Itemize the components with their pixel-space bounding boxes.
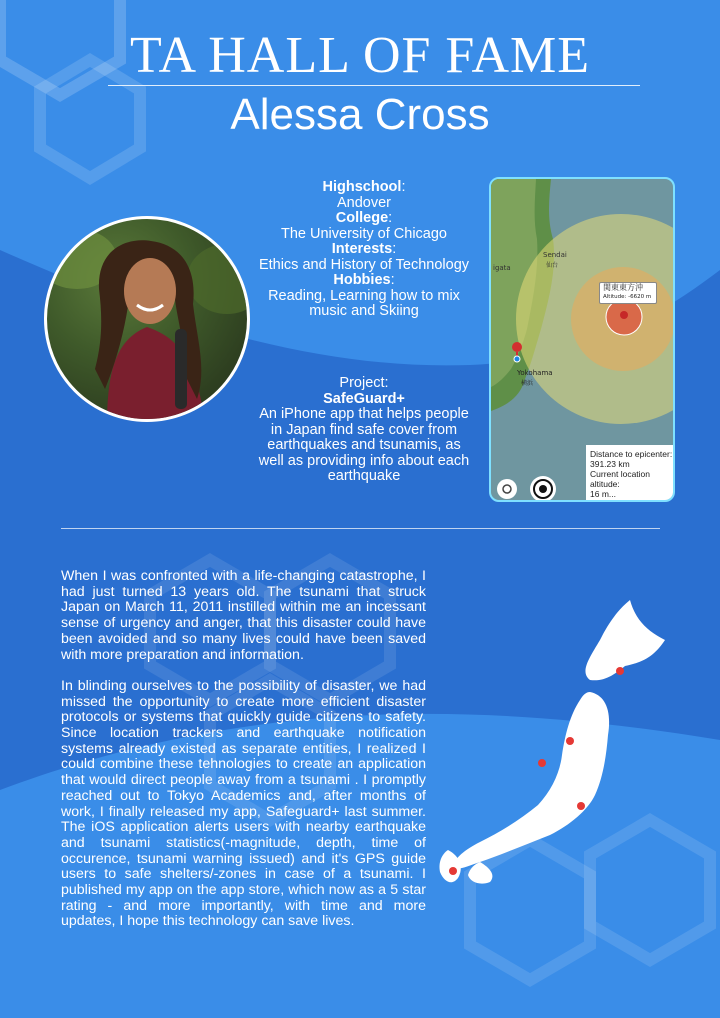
location-altitude-value: 16 m... [590, 489, 616, 499]
hobbies-label: Hobbies [333, 272, 391, 288]
map-label-niigata: igata [493, 264, 511, 272]
marker-tokyo [577, 802, 585, 810]
honshu-shape [454, 692, 609, 869]
map-label-sendai: Sendai [543, 251, 567, 259]
essay-paragraph-1: When I was confronted with a life-changing catastrophe, I had just turned 13 years old. The tsunami that struck Japan on March 11, 2011 instilled within me an incessant sense of urgency and anger, that this disaster could have been avoided and so many lives could have been saved with more preparation and information. [61, 568, 426, 663]
app-map-screenshot [489, 177, 675, 502]
project-name: SafeGuard+ [323, 390, 405, 407]
marker-kyushu [449, 867, 457, 875]
project-label: Project: [339, 375, 389, 391]
hokkaido-shape [585, 600, 665, 680]
callout-altitude: Altitude: -6620 m [603, 294, 652, 300]
marker-niigata [538, 759, 546, 767]
portrait-illustration [47, 219, 250, 422]
interests-label: Interests [331, 241, 393, 257]
essay-body [61, 569, 426, 946]
map-label-yokohama: Yokohama [517, 369, 553, 377]
project-section [258, 376, 470, 485]
highschool-value: Andover [336, 194, 391, 211]
project-description: An iPhone app that helps people in Japan find safe cover from earthquakes and tsunamis, as well as providing info about each earthquake [258, 406, 470, 484]
map-label-sendai-jp: 仙台 [546, 262, 559, 269]
profile-photo [44, 216, 250, 422]
highschool-label: Highschool [322, 179, 402, 195]
interests-value: Ethics and History of Technology [258, 256, 470, 273]
callout-title: 関東東方沖 [603, 283, 643, 292]
section-divider [61, 528, 660, 529]
marker-tohoku [566, 737, 574, 745]
location-pin-head [512, 342, 522, 352]
locate-button [497, 479, 517, 499]
distance-info-box [586, 445, 675, 502]
bio-section: Highschool: Andover College: The University of Chicago Interests: Ethics and History of Technology Hobbies: Reading, Learning how to mix music and Skiing [258, 179, 470, 319]
current-location-dot [514, 356, 520, 362]
kyushu-shape [439, 850, 460, 882]
essay-paragraph-2: In blinding ourselves to the possibility of disaster, we had missed the opportunity to create more efficient disaster protocols or systems that quickly guide citizens to safety. Since location trackers and earthquake notification systems already existed as separate entities, I realized I could combine these tehnologies to create an application that would direct people away from a tsunami . I promptly reached out to Tokyo Academics and, after months of work, I finally released my app, Safeguard+ last summer. The iOS application alerts users with nearby earthquake and tsunami statistics(-magnitude, depth, time of occurence, tsunami warning issued) and it's GPS guide users to safe shelters/-zones in case of a tsunami. I published my app on the app store, which now as a 5 star rating - and more importantly, with time and more updates, I hope this technology can save lives. [61, 677, 426, 930]
person-name: Alessa Cross [230, 90, 490, 139]
epicenter-dot [620, 311, 628, 319]
distance-value: 391.23 km [590, 459, 630, 469]
epicenter-callout [599, 282, 657, 304]
marker-hokkaido [616, 667, 624, 675]
page-title: TA HALL OF FAME [129, 27, 591, 84]
japan-map-illustration [430, 600, 700, 900]
college-value: The University of Chicago [280, 225, 447, 242]
location-altitude-label: Current location altitude: [590, 469, 651, 489]
shikoku-shape [468, 862, 492, 884]
college-label: College [335, 210, 389, 226]
distance-label: Distance to epicenter: [590, 449, 673, 459]
title-divider [108, 85, 640, 86]
hobbies-value: Reading, Learning how to mix music and Skiing [268, 287, 460, 319]
map-label-yokohama-jp: 横浜 [521, 380, 534, 387]
